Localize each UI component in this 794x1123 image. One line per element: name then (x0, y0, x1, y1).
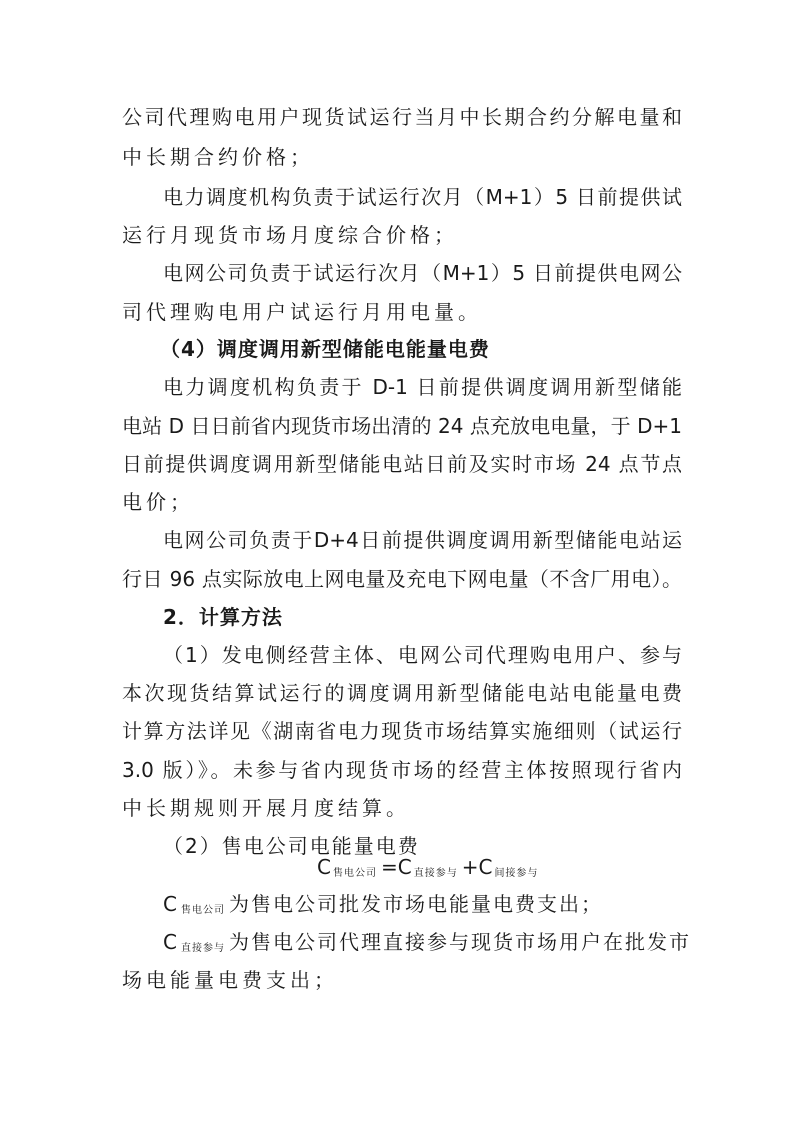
subsection-heading: （2）售电公司电能量电费 (163, 834, 420, 858)
paragraph-line: 电站 D 日日前省内现货市场出清的 24 点充放电电量，于 D+1 (122, 414, 682, 438)
paragraph-line: 日前提供调度调用新型储能电站日前及实时市场 24 点节点 (122, 452, 682, 476)
definition-line (163, 891, 603, 924)
formula-symbol: C (317, 855, 331, 879)
paragraph-line: 3.0 版）》。未参与省内现货市场的经营主体按照现行省内 (122, 758, 682, 782)
paragraph-line: 本次现货结算试运行的调度调用新型储能电站电能量电费 (122, 681, 682, 705)
paragraph-line: 公司代理购电用户现货试运行当月中长期合约分解电量和 (122, 105, 682, 129)
paragraph-line: 场电能量电费支出； (122, 968, 338, 992)
definition-line (163, 929, 691, 962)
paragraph-line: 行日 96 点实际放电上网电量及充电下网电量（不含厂用电）。 (122, 567, 682, 591)
formula-subscript: 间接参与 (494, 868, 539, 879)
paragraph-line: 中长期合约价格； (122, 145, 314, 169)
paragraph-line: 电价； (122, 490, 194, 514)
paragraph-line: 电力调度机构负责于 D-1 日前提供调度调用新型储能 (163, 375, 682, 399)
formula (317, 854, 542, 887)
definition-text: 为售电公司批发市场电能量电费支出； (228, 892, 603, 916)
formula-symbol: C (163, 930, 179, 954)
paragraph-line: 电力调度机构负责于试运行次月（M+1）5 日前提供试 (163, 185, 682, 209)
paragraph-line: 中长期规则开展月度结算。 (122, 796, 410, 820)
paragraph-line: 电网公司负责于D+4日前提供调度调用新型储能电站运 (163, 528, 682, 552)
paragraph-line: 电网公司负责于试运行次月（M+1）5 日前提供电网公 (163, 261, 682, 285)
paragraph-line: 运行月现货市场月度综合价格； (122, 223, 458, 247)
formula-subscript: 直接参与 (180, 943, 225, 954)
paragraph-line: （1）发电侧经营主体、电网公司代理购电用户、参与 (163, 643, 682, 667)
section-heading: 2．计算方法 (163, 605, 283, 629)
section-heading: （4）调度调用新型储能电能量电费 (160, 337, 490, 361)
definition-text: 为售电公司代理直接参与现货市场用户在批发市 (228, 930, 691, 954)
formula-subscript: 直接参与 (413, 868, 458, 879)
formula-symbol: +C (461, 855, 493, 879)
formula-subscript: 售电公司 (180, 905, 225, 916)
formula-symbol: =C (380, 855, 412, 879)
paragraph-line: 计算方法详见《湖南省电力现货市场结算实施细则（试运行 (122, 719, 682, 743)
paragraph-line: 司代理购电用户试运行月用电量。 (122, 300, 482, 324)
formula-symbol: C (163, 892, 179, 916)
formula-subscript: 售电公司 (332, 868, 377, 879)
